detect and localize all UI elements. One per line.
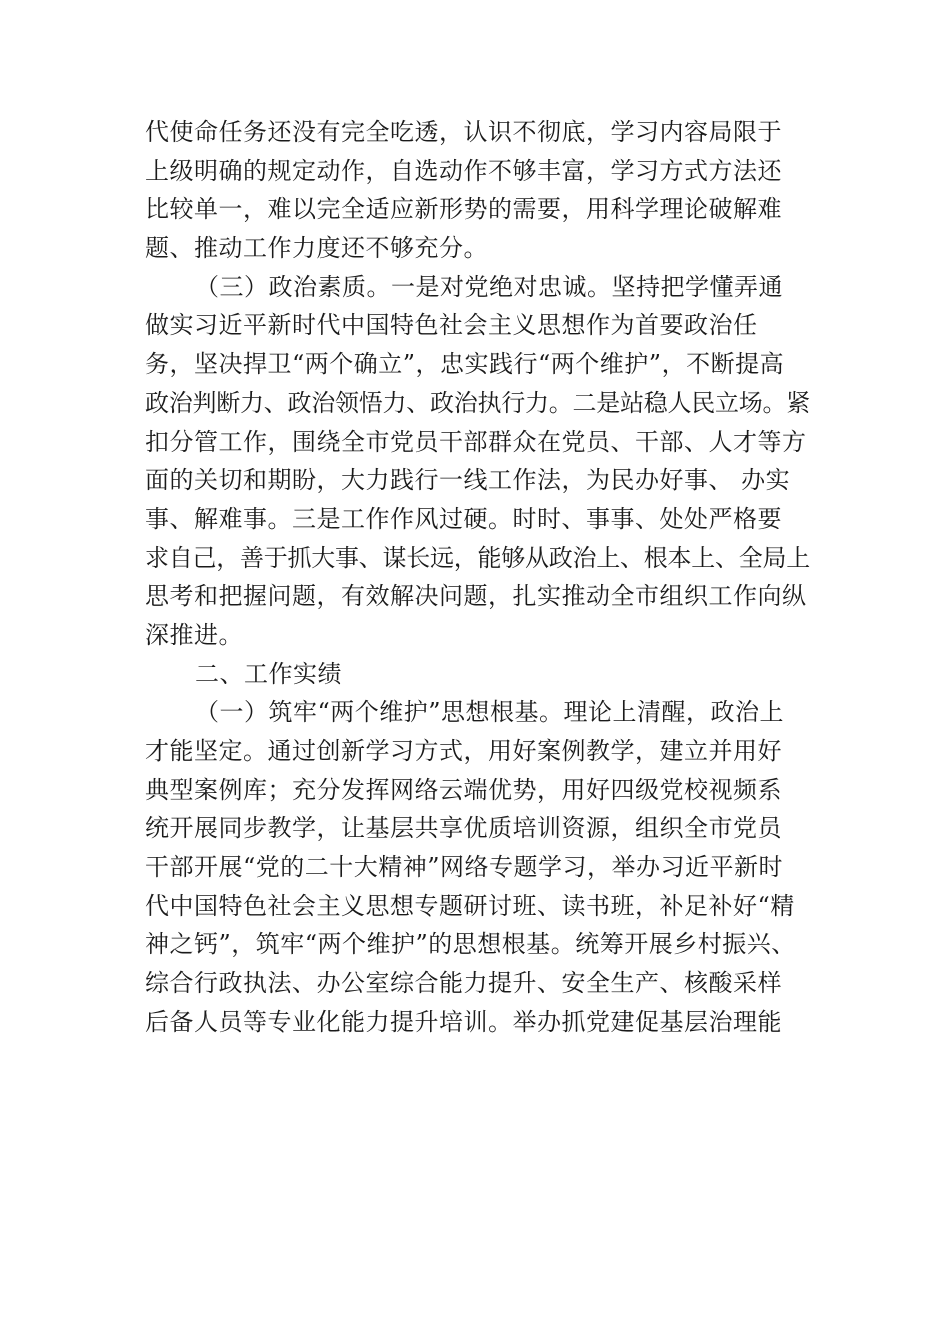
document-body bbox=[145, 113, 810, 1042]
text-line: 才能坚定。通过创新学习方式，用好案例教学，建立并用好 bbox=[145, 737, 782, 765]
text-line: 后备人员等专业化能力提升培训。举办抓党建促基层治理能 bbox=[145, 1007, 782, 1036]
text-line: 典型案例库；充分发挥网络云端优势，用好四级党校视频系 bbox=[145, 775, 782, 804]
text-line: 干部开展“党的二十大精神”网络专题学习，举办习近平新时 bbox=[145, 853, 784, 882]
text-line: 务，坚决捍卫“两个确立”，忠实践行“两个维护”，不断提高 bbox=[145, 350, 785, 379]
text-line: 做实习近平新时代中国特色社会主义思想作为首要政治任 bbox=[145, 311, 758, 340]
text-line: 面的关切和期盼，大力践行一线工作法，为民办好事、 办实 bbox=[145, 466, 791, 495]
text-line: 神之钙”，筑牢“两个维护”的思想根基。统筹开展乡村振兴、 bbox=[145, 930, 796, 959]
text-line: 综合行政执法、办公室综合能力提升、安全生产、核酸采样 bbox=[145, 969, 782, 998]
text-line: 比较单一，难以完全适应新形势的需要，用科学理论破解难 bbox=[145, 195, 782, 224]
text-line: 代使命任务还没有完全吃透，认识不彻底，学习内容局限于 bbox=[145, 118, 782, 146]
subsection-heading-two-maintenances: （一）筑牢“两个维护”思想根基。理论上清醒，政治上 bbox=[195, 698, 785, 727]
text-line: 统开展同步教学，让基层共享优质培训资源，组织全市党员 bbox=[145, 814, 782, 843]
text-line: 上级明确的规定动作，自选动作不够丰富，学习方式方法还 bbox=[145, 156, 782, 185]
text-line: 代中国特色社会主义思想专题研讨班、读书班，补足补好“精 bbox=[145, 891, 795, 920]
text-line: 扣分管工作，围绕全市党员干部群众在党员、干部、人才等方 bbox=[145, 427, 807, 456]
text-line: 思考和把握问题，有效解决问题，扎实推动全市组织工作向纵 bbox=[145, 582, 807, 611]
text-line: 政治判断力、政治领悟力、政治执行力。二是站稳人民立场。紧 bbox=[145, 388, 810, 417]
text-line: 题、推动工作力度还不够充分。 bbox=[145, 234, 488, 263]
text-line: 事、解难事。三是工作作风过硬。时时、事事、处处严格要 bbox=[145, 504, 782, 533]
text-line: 深推进。 bbox=[145, 620, 243, 649]
section-heading-political-quality: （三）政治素质。一是对党绝对忠诚。坚持把学懂弄通 bbox=[195, 272, 783, 301]
section-heading-work-results: 二、工作实绩 bbox=[195, 659, 342, 688]
text-line: 求自己，善于抓大事、谋长远，能够从政治上、根本上、全局上 bbox=[145, 543, 810, 572]
